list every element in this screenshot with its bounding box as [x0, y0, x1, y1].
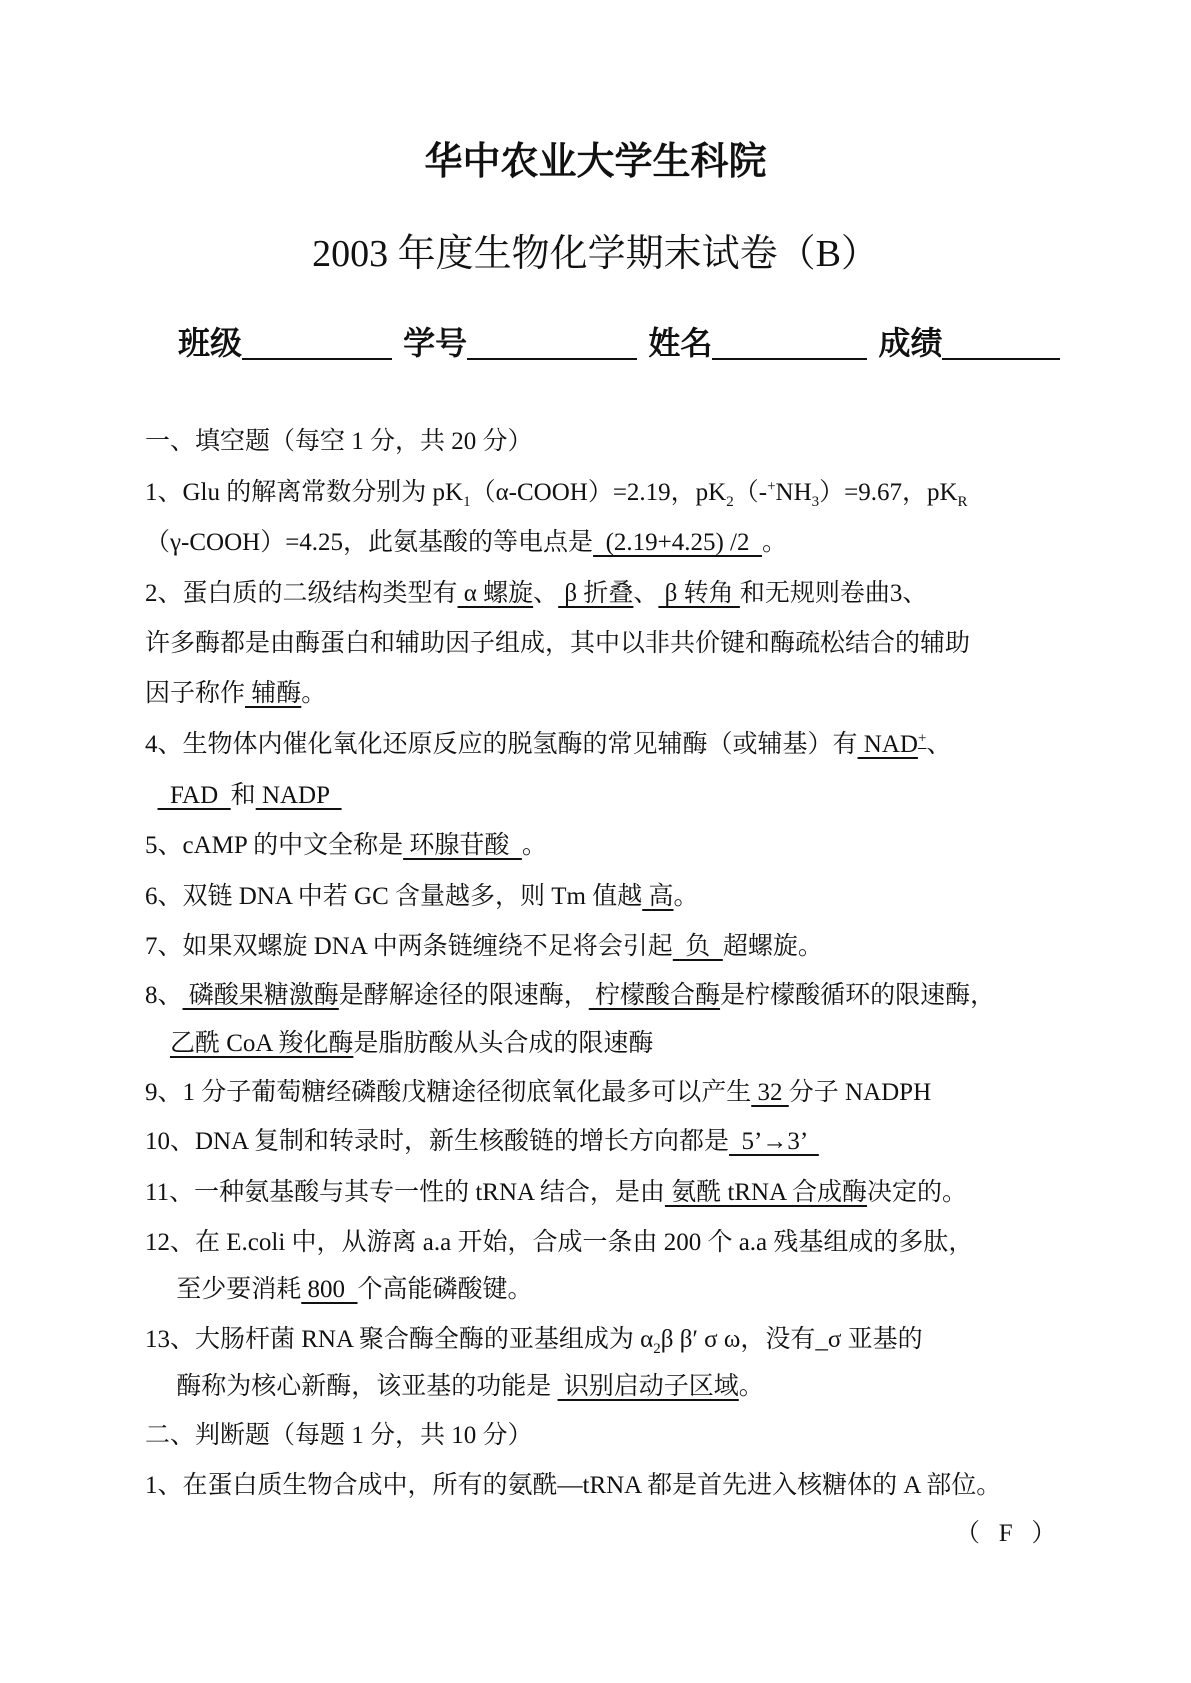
- question-text: 5、cAMP 的中文全称是: [145, 832, 404, 859]
- score-blank[interactable]: [942, 326, 1060, 360]
- question-text: 3: [811, 494, 820, 510]
- question-text: （-: [733, 479, 768, 506]
- question-text: （γ-COOH）=4.25，此氨基酸的等电点是: [145, 529, 594, 556]
- question-text: β β′ σ ω，没有_σ 亚基的: [660, 1326, 923, 1353]
- question-text: 二、判断题（每题 1 分，共 10 分）: [145, 1422, 533, 1449]
- question-line: [145, 472, 968, 511]
- question-text: （ F ）: [955, 1520, 1057, 1547]
- question-line: [145, 724, 951, 760]
- answer-text: 5’→3’: [729, 1128, 819, 1155]
- question-text: 因子称作: [145, 680, 246, 707]
- question-text: 是柠檬酸循环的限速酶，: [720, 982, 996, 1009]
- answer-text: FAD: [157, 782, 231, 809]
- question-text: 4、生物体内催化氧化还原反应的脱氢酶的常见辅酶（或辅基）有: [145, 731, 858, 758]
- answer-mark: [955, 1513, 1056, 1549]
- question-text: 许多酶都是由酶蛋白和辅助因子组成，其中以非共价键和酶疏松结合的辅助: [145, 630, 971, 657]
- question-text: 。: [521, 832, 547, 859]
- answer-text: β 折叠: [558, 580, 634, 607]
- name-label: 姓名: [648, 324, 713, 362]
- question-line: [145, 522, 787, 558]
- question-text: [145, 782, 158, 809]
- question-line: [145, 775, 342, 811]
- question-text: 一、填空题（每空 1 分，共 20 分）: [145, 428, 533, 455]
- question-text: 2: [653, 1341, 661, 1357]
- question-text: （α-COOH）=2.19，pK: [470, 479, 727, 506]
- question-line: [145, 926, 823, 962]
- question-text: 是脂肪酸从头合成的限速酶: [353, 1030, 654, 1057]
- answer-text: β 转角: [658, 580, 740, 607]
- student-info-form: [178, 318, 1060, 364]
- student-id-blank[interactable]: [467, 326, 637, 360]
- question-line: [145, 623, 970, 659]
- question-text: 。: [673, 883, 699, 910]
- question-text: 11、一种氨基酸与其专一性的 tRNA 结合，是由: [145, 1179, 665, 1206]
- answer-text: 识别启动子区域: [557, 1373, 739, 1400]
- question-text: 和无规则卷曲3、: [739, 580, 928, 607]
- answer-text: 乙酰 CoA 羧化酶: [170, 1030, 354, 1057]
- question-text: 酶称为核心新酶，该亚基的功能是: [145, 1373, 558, 1400]
- section-heading: [145, 421, 533, 457]
- score-label: 成绩: [878, 324, 943, 362]
- answer-text: 辅酶: [245, 680, 302, 707]
- answer-text: NAD: [857, 731, 918, 758]
- question-line: [145, 1465, 1001, 1501]
- answer-text: +: [917, 730, 927, 747]
- question-text: R: [957, 494, 968, 510]
- question-line: [145, 1023, 653, 1059]
- answer-text: NADP: [255, 782, 342, 809]
- question-line: [145, 1269, 533, 1305]
- answer-text: 氨酰 tRNA 合成酶: [664, 1179, 868, 1206]
- answer-text: (2.19+4.25) /2: [593, 529, 763, 556]
- question-text: 、: [633, 580, 659, 607]
- question-line: [145, 1172, 967, 1208]
- question-line: [145, 1366, 764, 1402]
- question-text: 2: [726, 494, 734, 510]
- question-text: 12、在 E.coli 中，从游离 a.a 开始，合成一条由 200 个 a.a 残基组成的多肽，: [145, 1229, 974, 1256]
- question-text: 9、1 分子葡萄糖经磷酸戊糖途径彻底氧化最多可以产生: [145, 1079, 752, 1106]
- question-text: NH: [775, 479, 812, 506]
- question-text: 1、Glu 的解离常数分别为 pK: [145, 479, 464, 506]
- question-text: 个高能磷酸键。: [357, 1276, 533, 1303]
- question-text: 。: [301, 680, 327, 707]
- question-line: [145, 975, 995, 1011]
- answer-text: α 螺旋: [457, 580, 534, 607]
- question-line: [145, 1222, 973, 1258]
- question-text: [145, 1030, 170, 1057]
- question-line: [145, 1121, 819, 1157]
- question-line: [145, 876, 699, 912]
- question-text: 、: [533, 580, 559, 607]
- exam-title: 2003 年度生物化学期末试卷（B）: [312, 233, 879, 275]
- question-text: 超螺旋。: [722, 933, 823, 960]
- school-title: 华中农业大学生科院: [424, 139, 767, 183]
- question-text: 分子 NADPH: [788, 1079, 932, 1106]
- answer-text: 负: [672, 933, 723, 960]
- question-text: 是酵解途径的限速酶，: [338, 982, 589, 1009]
- answer-text: 高: [642, 883, 674, 910]
- answer-text: 32: [751, 1079, 789, 1106]
- name-blank[interactable]: [712, 326, 867, 360]
- question-text: 决定的。: [867, 1179, 968, 1206]
- question-line: [145, 1072, 931, 1108]
- question-line: [145, 1319, 923, 1358]
- answer-text: 800: [301, 1276, 358, 1303]
- question-text: +: [767, 478, 776, 495]
- question-text: 13、大肠杆菌 RNA 聚合酶全酶的亚基组成为 α: [145, 1326, 654, 1353]
- answer-text: 柠檬酸合酶: [588, 982, 721, 1009]
- answer-text: 磷酸果糖激酶: [182, 982, 339, 1009]
- question-text: 6、双链 DNA 中若 GC 含量越多，则 Tm 值越: [145, 883, 643, 910]
- class-label: 班级: [178, 324, 243, 362]
- question-text: 10、DNA 复制和转录时，新生核酸链的增长方向都是: [145, 1128, 730, 1155]
- question-text: 1、在蛋白质生物合成中，所有的氨酰—tRNA 都是首先进入核糖体的 A 部位。: [145, 1472, 1002, 1499]
- question-text: 2、蛋白质的二级结构类型有: [145, 580, 458, 607]
- question-text: 。: [762, 529, 788, 556]
- question-text: 7、如果双螺旋 DNA 中两条链缠绕不足将会引起: [145, 933, 673, 960]
- student-id-label: 学号: [403, 324, 468, 362]
- class-blank[interactable]: [242, 326, 392, 360]
- question-text: 1: [463, 494, 471, 510]
- question-line: [145, 825, 547, 861]
- section-heading: [145, 1415, 533, 1451]
- question-line: [145, 673, 326, 709]
- question-text: 。: [738, 1373, 764, 1400]
- question-line: [145, 573, 927, 609]
- question-text: 至少要消耗: [145, 1276, 302, 1303]
- question-text: 8、: [145, 982, 183, 1009]
- question-text: 、: [926, 731, 952, 758]
- question-text: ）=9.67，pK: [819, 479, 958, 506]
- question-text: 和: [230, 782, 256, 809]
- answer-text: 环腺苷酸: [403, 832, 522, 859]
